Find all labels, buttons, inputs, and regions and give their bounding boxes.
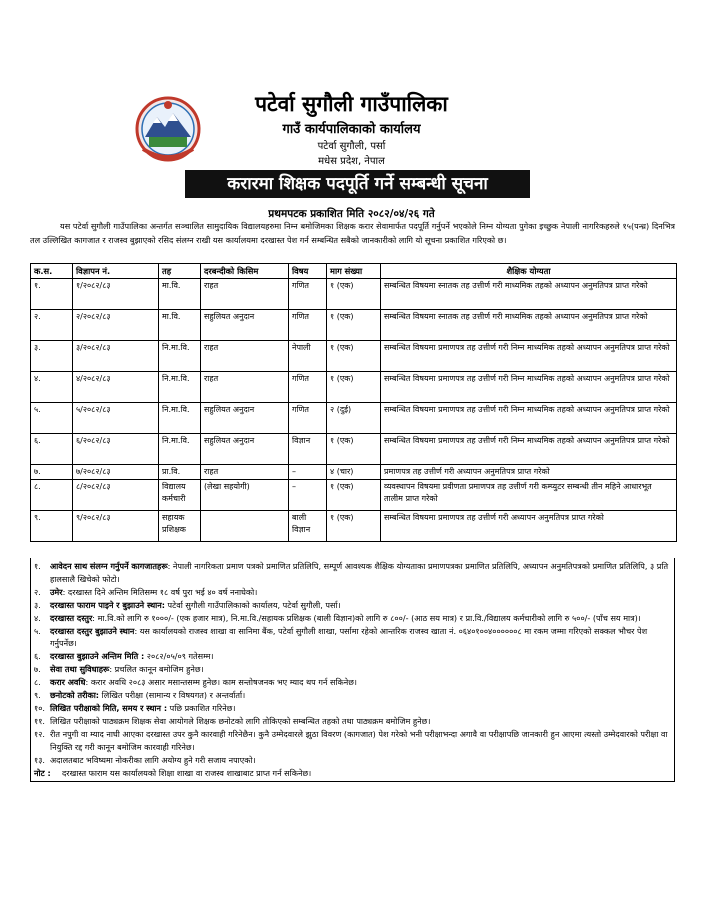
note-number: ११. <box>34 715 45 726</box>
vacancy-table <box>30 263 677 542</box>
cell-count: १ (एक) <box>327 279 381 310</box>
cell-type: राहत <box>201 465 289 480</box>
note-item <box>34 676 671 689</box>
cell-type: सहुलियत अनुदान <box>201 434 289 465</box>
note-heading: लिखित परीक्षाको मिति, समय र स्थान : <box>50 702 168 713</box>
cell-subject: नेपाली <box>289 341 327 372</box>
note-text: : नेपाली नागरिकता प्रमाण पत्रको प्रमाणित प्रतिलिपि, सम्पूर्ण आवश्यक शैक्षिक योग्यताका प्रमाणपत्रका प्रमाणित प्रतिलिपि, अध्यापन अनुमतिपत्रको प्रमाणित प्रतिलिपि, ३ प्रति हालसालै खिचेको फोटो। <box>50 561 669 584</box>
note-item <box>34 767 671 780</box>
header-type: दरबन्दीको किसिम <box>201 264 289 279</box>
note-number: १. <box>34 561 41 571</box>
cell-sn: २. <box>31 310 73 341</box>
note-item <box>34 586 671 599</box>
cell-qualification: सम्बन्धित विषयमा स्नातक तह उत्तीर्ण गरी माध्यमिक तहको अध्यापन अनुमतिपत्र प्राप्त गरेको <box>381 279 677 310</box>
cell-adv-no: २/२०८२/८३ <box>73 310 159 341</box>
cell-level: मा.वि. <box>159 310 201 341</box>
cell-type: सहुलियत अनुदान <box>201 403 289 434</box>
table-row <box>31 434 677 465</box>
note-text: पछि प्रकाशित गरिनेछ। <box>167 702 236 713</box>
cell-count: १ (एक) <box>327 511 381 542</box>
note-heading: दरखास्त फाराम पाइने र बुझाउने स्थान: <box>50 599 165 610</box>
cell-level: नि.मा.वि. <box>159 434 201 465</box>
office-name: पटेर्वा सुगौली गाउँपालिका <box>255 92 448 116</box>
note-heading: दरखास्त दस्तुर <box>50 612 93 623</box>
cell-level: विद्यालय कर्मचारी <box>159 480 201 511</box>
note-item <box>34 715 671 728</box>
note-item <box>34 625 671 651</box>
publish-date: प्रथमपटक प्रकाशित मिति २०८२/०४/२६ गते <box>268 208 435 220</box>
header-subject: विषय <box>289 264 327 279</box>
cell-adv-no: ३/२०८२/८३ <box>73 341 159 372</box>
note-heading: सेवा तथा सुविधाहरू <box>50 664 110 675</box>
cell-sn: ३. <box>31 341 73 372</box>
note-number: १२. <box>34 728 45 739</box>
cell-qualification: सम्बन्धित विषयमा प्रमाणपत्र तह उत्तीर्ण गरी निम्न माध्यमिक तहको अध्यापन अनुमतिपत्र प्राप्त गरेको <box>381 372 677 403</box>
cell-subject: – <box>289 480 327 511</box>
header-adv-no: विज्ञापन नं. <box>73 264 159 279</box>
cell-adv-no: ६/२०८२/८३ <box>73 434 159 465</box>
table-row <box>31 279 677 310</box>
note-item <box>34 754 671 767</box>
note-item <box>34 599 671 612</box>
note-number: ३. <box>34 599 41 610</box>
cell-adv-no: ४/२०८२/८३ <box>73 372 159 403</box>
cell-subject: गणित <box>289 310 327 341</box>
note-heading: दरखास्त दस्तुर बुझाउने स्थान <box>50 625 135 636</box>
note-item <box>34 650 671 663</box>
table-header-row <box>31 264 677 279</box>
cell-subject: – <box>289 465 327 480</box>
cell-qualification: सम्बन्धित विषयमा प्रमाणपत्र तह उत्तीर्ण गरी निम्न माध्यमिक तहको अध्यापन अनुमतिपत्र प्राप्त गरेको <box>381 341 677 372</box>
cell-adv-no: ८/२०८२/८३ <box>73 480 159 511</box>
note-text: लिखित परीक्षाको पाठ्यक्रम शिक्षक सेवा आयोगले शिक्षक छनोटको लागि तोकिएको सम्बन्धित तहको तथा पाठ्यक्रम बमोजिम हुनेछ। <box>50 715 431 726</box>
note-item <box>34 560 671 586</box>
notice-title: करारमा शिक्षक पदपूर्ति गर्ने सम्बन्धी सूचना <box>185 170 530 198</box>
note-number: १३. <box>34 754 45 765</box>
note-number: ६. <box>34 651 41 662</box>
cell-adv-no: ५/२०८२/८३ <box>73 403 159 434</box>
table-row <box>31 511 677 542</box>
cell-qualification: सम्बन्धित विषयमा प्रमाणपत्र तह उत्तीर्ण गरी अध्यापन अनुमतिपत्र प्राप्त गरेको <box>381 511 677 542</box>
cell-sn: ४. <box>31 372 73 403</box>
cell-qualification: प्रमाणपत्र तह उत्तीर्ण गरी अध्यापन अनुमतिपत्र प्राप्त गरेको <box>381 465 677 480</box>
cell-subject: गणित <box>289 372 327 403</box>
cell-count: १ (एक) <box>327 372 381 403</box>
table-row <box>31 310 677 341</box>
table-row <box>31 480 677 511</box>
cell-type: (लेखा सहयोगी) <box>201 480 289 511</box>
cell-qualification: सम्बन्धित विषयमा प्रमाणपत्र तह उत्तीर्ण गरी निम्न माध्यमिक तहको अध्यापन अनुमतिपत्र प्राप्त गरेको <box>381 434 677 465</box>
cell-subject: गणित <box>289 403 327 434</box>
notes-section <box>30 558 675 782</box>
table-row <box>31 341 677 372</box>
note-number: नोट : <box>34 767 51 778</box>
cell-type: राहत <box>201 279 289 310</box>
note-item <box>34 728 671 754</box>
note-text: दरखास्त फाराम यस कार्यालयको शिक्षा शाखा वा राजस्व शाखाबाट प्राप्त गर्न सकिनेछ। <box>62 767 312 778</box>
cell-adv-no: १/२०८२/८३ <box>73 279 159 310</box>
cell-adv-no: ७/२०८२/८३ <box>73 465 159 480</box>
note-item <box>34 689 671 702</box>
cell-sn: ५. <box>31 403 73 434</box>
note-item <box>34 663 671 676</box>
cell-qualification: सम्बन्धित विषयमा प्रमाणपत्र तह उत्तीर्ण गरी निम्न माध्यमिक तहको अध्यापन अनुमतिपत्र प्राप्त गरेको <box>381 403 677 434</box>
cell-type <box>201 511 289 542</box>
note-heading: दरखास्त बुझाउने अन्तिम मिति : <box>50 651 145 662</box>
office-subtitle: गाउँ कार्यपालिकाको कार्यालय <box>282 122 421 137</box>
note-item <box>34 702 671 715</box>
cell-subject: बाली विज्ञान <box>289 511 327 542</box>
note-number: ५. <box>34 625 41 636</box>
note-number: १०. <box>34 702 45 713</box>
cell-count: १ (एक) <box>327 341 381 372</box>
note-number: ९. <box>34 690 41 701</box>
cell-count: १ (एक) <box>327 480 381 511</box>
cell-sn: ७. <box>31 465 73 480</box>
note-heading: करार अवधि <box>50 677 86 688</box>
cell-type: राहत <box>201 341 289 372</box>
address-line-1: पटेर्वा सुगौली, पर्सा <box>317 141 386 152</box>
table-row <box>31 465 677 480</box>
note-number: ४. <box>34 612 41 623</box>
table-row <box>31 372 677 403</box>
cell-level: प्रा.वि. <box>159 465 201 480</box>
note-number: ८. <box>34 677 41 688</box>
note-text: : प्रचलित कानून बमोजिम हुनेछ। <box>109 664 204 675</box>
note-heading: उमेर <box>50 586 63 597</box>
note-text: २०८२/०५/०९ गतेसम्म। <box>144 651 214 662</box>
cell-sn: ८. <box>31 480 73 511</box>
note-text: पटेर्वा सुगौली गाउँपालिकाको कार्यालय, पटेर्वा सुगौली, पर्सा। <box>164 599 341 610</box>
cell-qualification: सम्बन्धित विषयमा स्नातक तह उत्तीर्ण गरी माध्यमिक तहको अध्यापन अनुमतिपत्र प्राप्त गरेको <box>381 310 677 341</box>
header-count: माग संख्या <box>327 264 381 279</box>
note-text: रीत नपुगी वा म्याद नाघी आएका दरखास्त उपर कुनै कारवाही गरिनेछैन। कुनै उम्मेदवारले झुठा विवरण (कागजात) पेश गरेको भनी परीक्षाभन्दा अगावै वा परीक्षापछि जानकारी हुन आएमा त्यस्तो उम्मेदवारको परीक्षा वा नियुक्ति रद्द गरी कानून बमोजिम कारवाही गरिनेछ। <box>50 728 668 752</box>
cell-type: सहुलियत अनुदान <box>201 310 289 341</box>
note-text: अदालतबाट भविष्यमा नोकरीका लागि अयोग्य हुने गरी सजाय नपाएको। <box>50 754 256 765</box>
note-text: : यस कार्यालयको राजस्व शाखा वा सानिमा बैंक, पटेर्वा सुगौली शाखा, पर्सामा रहेको आन्तरिक राजस्व खाता नं. ०६४०१००४००००००८ मा रकम जम्मा गरिएको सक्कल भौचर पेश गर्नुपर्नेछ। <box>50 625 648 649</box>
cell-count: २ (दुई) <box>327 403 381 434</box>
cell-subject: गणित <box>289 279 327 310</box>
cell-level: नि.मा.वि. <box>159 403 201 434</box>
note-heading: आवेदन साथ संलग्न गर्नुपर्ने कागजातहरू <box>50 561 168 571</box>
note-item <box>34 612 671 625</box>
note-number: ७. <box>34 664 41 675</box>
intro-paragraph: यस पटेर्वा सुगौली गाउँपालिका अन्तर्गत सञ्चालित सामुदायिक विद्यालयहरुमा निम्न बमोजिमका शिक्षक करार सेवामार्फत पदपूर्ति गर्नुपर्ने भएकोले निम्न योग्यता पुगेका इच्छुक नेपाली नागरिकहरुले १५(पन्ध्र) दिनभित्र तल उल्लिखित कागजात र राजस्व बुझाएको रसिद संलग्न राखी यस कार्यालयमा दरखास्त पेश गर्न सम्बन्धित सबैको जानकारीको लागि यो सूचना प्रकाशित गरिएको छ। <box>30 221 675 245</box>
cell-level: नि.मा.वि. <box>159 372 201 403</box>
cell-subject: विज्ञान <box>289 434 327 465</box>
cell-sn: ९. <box>31 511 73 542</box>
cell-sn: ६. <box>31 434 73 465</box>
cell-level: मा.वि. <box>159 279 201 310</box>
cell-count: १ (एक) <box>327 310 381 341</box>
cell-count: १ (एक) <box>327 434 381 465</box>
table-row <box>31 403 677 434</box>
cell-qualification: व्यवस्थापन विषयमा प्रवीणता प्रमाणपत्र तह उत्तीर्ण गरी कम्प्युटर सम्बन्धी तीन महिने आधारभूत तालीम प्राप्त गरेको <box>381 480 677 511</box>
note-heading: छनोटको तरीका: <box>50 690 100 701</box>
note-text: : दरखास्त दिने अन्तिम मितिसम्म १८ वर्ष पुरा भई ४० वर्ष ननाघेको। <box>62 586 258 597</box>
note-text: : मा.वि.को लागि रु १०००/- (एक हजार मात्र), नि.मा.वि./सहायक प्रशिक्षक (बाली विज्ञान)को लागि रु ८००/- (आठ सय मात्र) र प्रा.वि./विद्यालय कर्मचारीको लागि रु ५००/- (पाँच सय मात्र)। <box>92 612 641 623</box>
cell-adv-no: ९/२०८२/८३ <box>73 511 159 542</box>
cell-sn: १. <box>31 279 73 310</box>
header-sn: क.स. <box>31 264 73 279</box>
address-line-2: मधेस प्रदेश, नेपाल <box>318 156 385 167</box>
header-qualification: शैक्षिक योग्यता <box>381 264 677 279</box>
cell-count: ४ (चार) <box>327 465 381 480</box>
header-level: तह <box>159 264 201 279</box>
note-text: : करार अवधि २०८३ असार मसान्तसम्म हुनेछ। काम सन्तोषजनक भए म्याद थप गर्न सकिनेछ। <box>85 677 357 688</box>
note-text: लिखित परीक्षा (सामान्य र विषयगत) र अन्तर्वार्ता। <box>99 690 246 701</box>
cell-type: राहत <box>201 372 289 403</box>
cell-level: सहायक प्रशिक्षक <box>159 511 201 542</box>
note-number: २. <box>34 586 41 597</box>
cell-level: नि.मा.वि. <box>159 341 201 372</box>
